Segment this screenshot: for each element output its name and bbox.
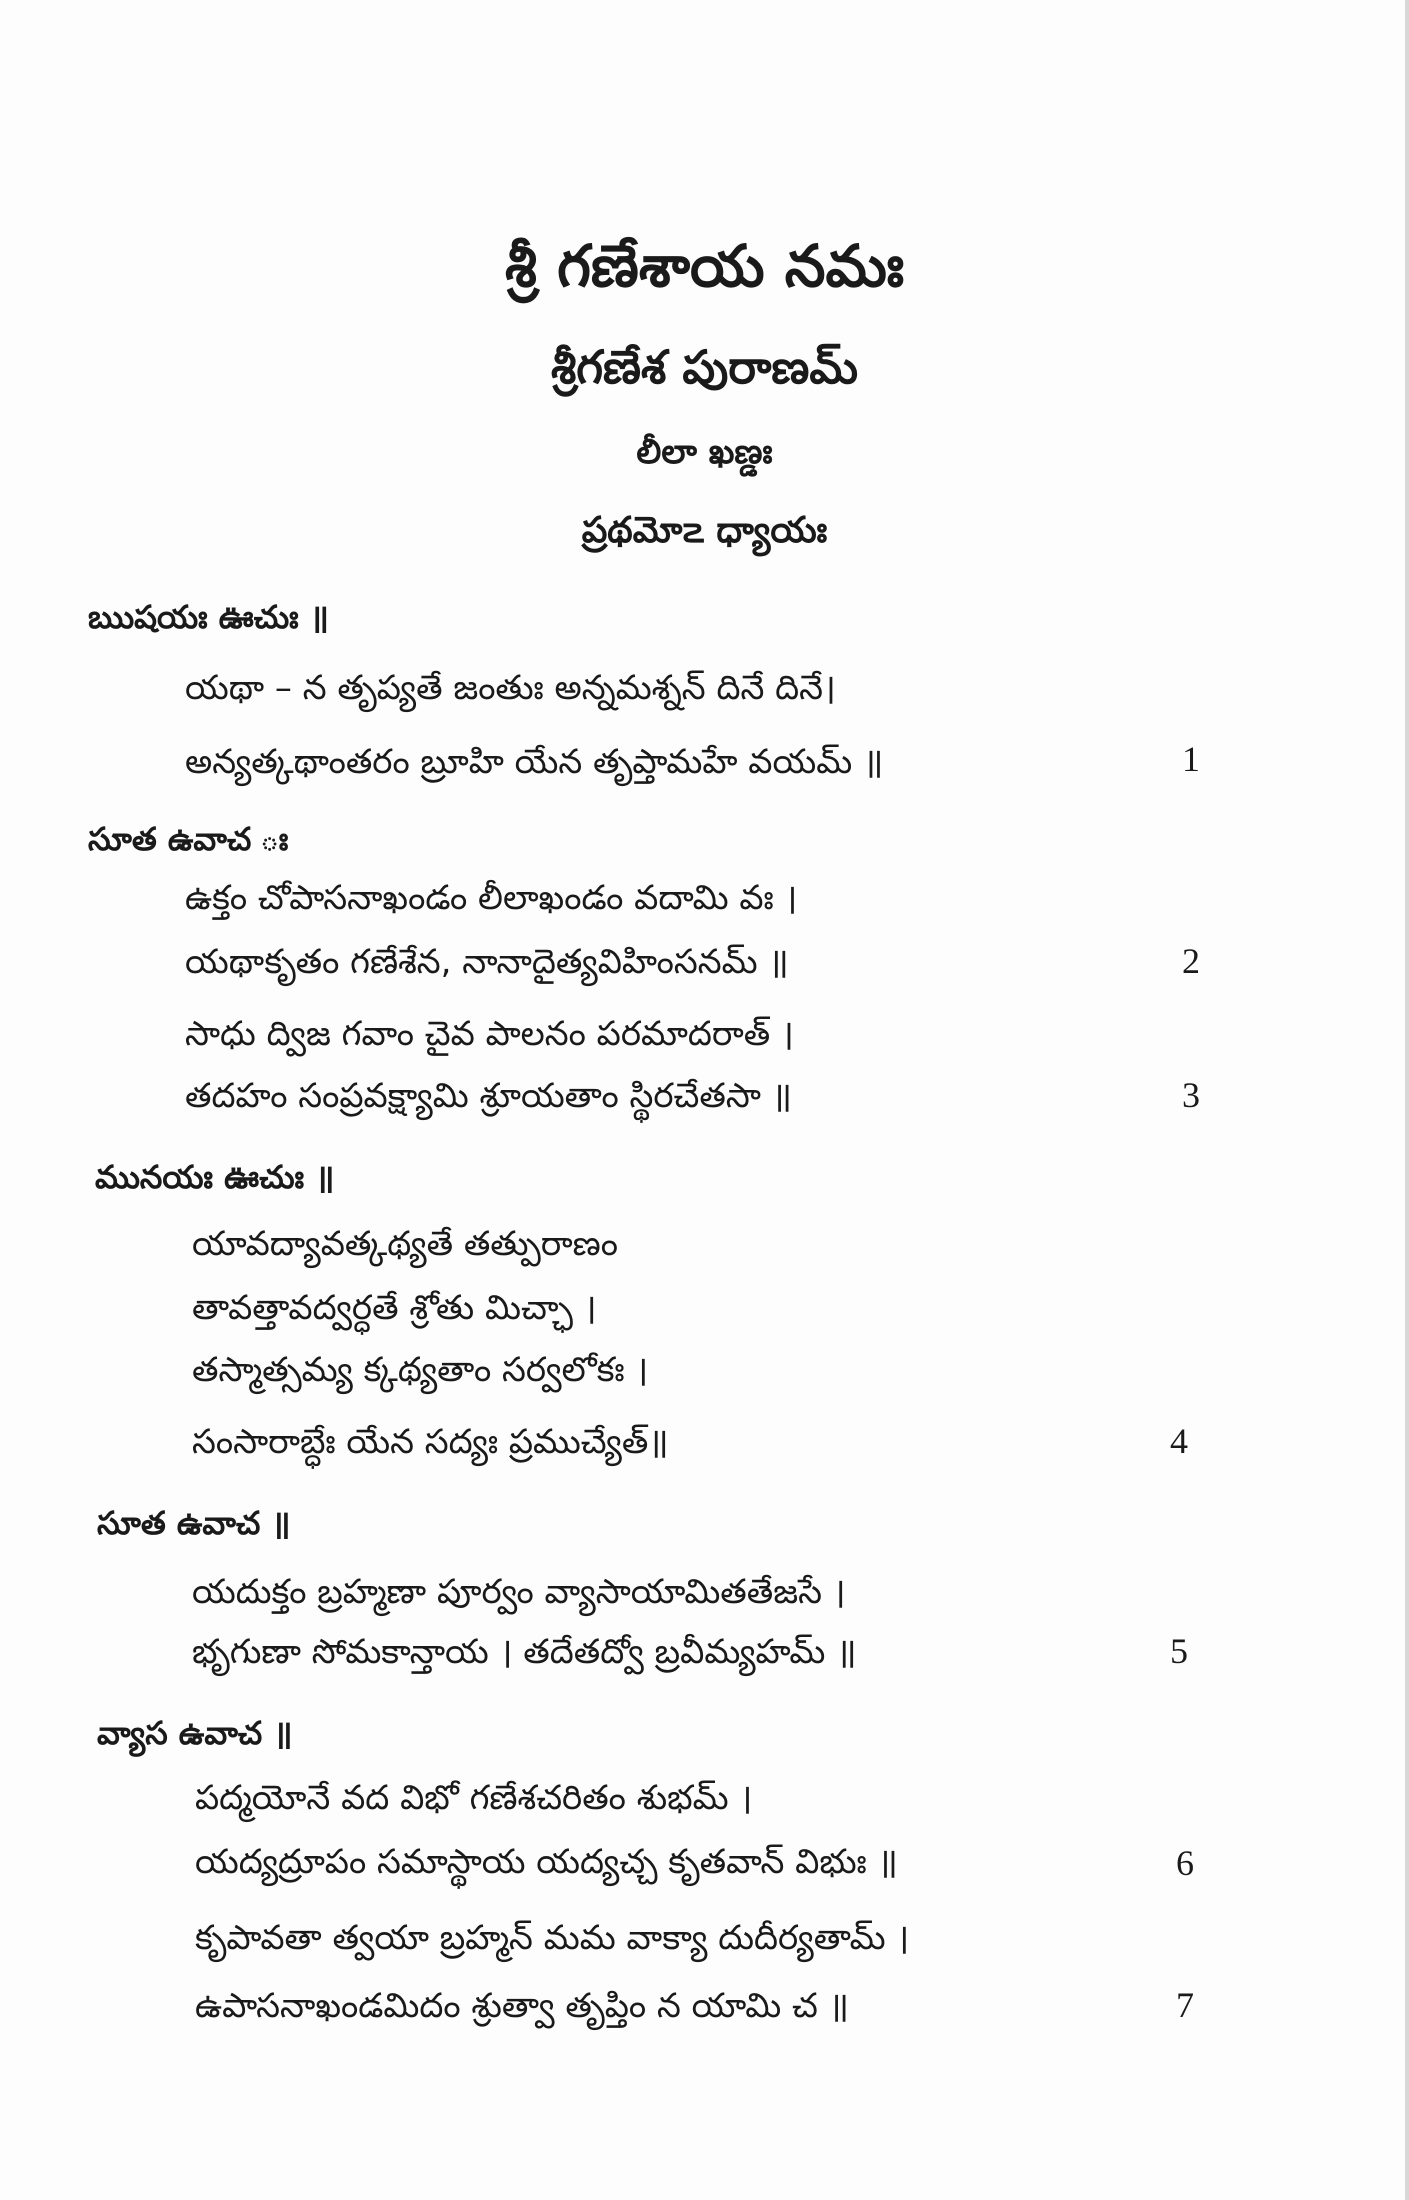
- verse-line: తదహం సంప్రవక్ష్యామి శ్రూయతాం స్థిరచేతసా ॥: [185, 1076, 793, 1116]
- verse-line: కృపావతా త్వయా బ్రహ్మన్ మమ వాక్యా దుదీర్యతామ్ ।: [195, 1918, 910, 1958]
- verse-line: యావద్యావత్కథ్యతే తత్పురాణం: [192, 1224, 618, 1264]
- verse-line: సంసారాబ్ధేః యేన సద్యః ప్రముచ్యేత్॥: [192, 1422, 669, 1462]
- speaker-label: మునయః ఊచుః ॥: [95, 1158, 335, 1196]
- verse-line: తస్మాత్సమ్య క్కథ్యతాం సర్వలోకః ।: [192, 1350, 649, 1390]
- invocation-heading: శ్రీ గణేశాయ నమః: [505, 232, 904, 300]
- verse-number: 3: [1182, 1075, 1200, 1115]
- verse-number: 5: [1170, 1631, 1188, 1671]
- verse-line: యద్యద్రూపం సమాస్థాయ యద్యచ్చ కృతవాన్ విభుః ॥: [195, 1842, 898, 1882]
- verse-number: 4: [1170, 1421, 1188, 1461]
- speaker-label: వ్యాస ఉవాచ ॥: [97, 1714, 293, 1752]
- speaker-label: సూత ఉవాచ ॥: [97, 1504, 291, 1542]
- verse-number: 6: [1176, 1843, 1194, 1883]
- verse-line: తావత్తావద్వర్ధతే శ్రోతు మిచ్ఛా ।: [192, 1288, 597, 1328]
- verse-line: ఉక్తం చోపాసనాఖండం లీలాఖండం వదామి వః ।: [185, 878, 798, 918]
- speaker-label: సూత ఉవాచ ః: [88, 820, 289, 858]
- verse-line: యదుక్తం బ్రహ్మణా పూర్వం వ్యాసాయామితతేజసే ।: [192, 1572, 846, 1612]
- verse-number: 7: [1176, 1985, 1194, 2025]
- verse-line: పద్మయోనే వద విభో గణేశచరితం శుభమ్ ।: [195, 1778, 753, 1818]
- chapter-title: ప్రథమో౽ ధ్యాయః: [581, 510, 828, 551]
- section-title: లీలా ఖణ్డః: [636, 432, 773, 472]
- page-edge: [1405, 0, 1409, 2200]
- verse-number: 1: [1182, 739, 1200, 779]
- verse-line: యథాకృతం గణేశేన, నానాదైత్యవిహింసనమ్ ॥: [185, 942, 789, 982]
- verse-line: ఉపాసనాఖండమిదం శ్రుత్వా తృప్తిం న యామి చ ॥: [195, 1986, 850, 2026]
- book-title: శ్రీగణేశ పురాణమ్: [550, 340, 859, 394]
- speaker-label: ఋషయః ఊచుః ॥: [88, 598, 329, 636]
- verse-line: అన్యత్కథాంతరం బ్రూహి యేన తృప్తామహే వయమ్ ॥: [185, 742, 884, 782]
- verse-number: 2: [1182, 941, 1200, 981]
- verse-line: సాధు ద్విజ గవాం చైవ పాలనం పరమాదరాత్ ।: [185, 1014, 794, 1054]
- verse-line: యథా – న తృప్యతే జంతుః అన్నమశ్నన్ దినే దినే।: [185, 668, 836, 708]
- verse-line: భృగుణా సోమకాన్తాయ । తదేతద్వో బ్రవీమ్యహమ్ ॥: [192, 1632, 857, 1672]
